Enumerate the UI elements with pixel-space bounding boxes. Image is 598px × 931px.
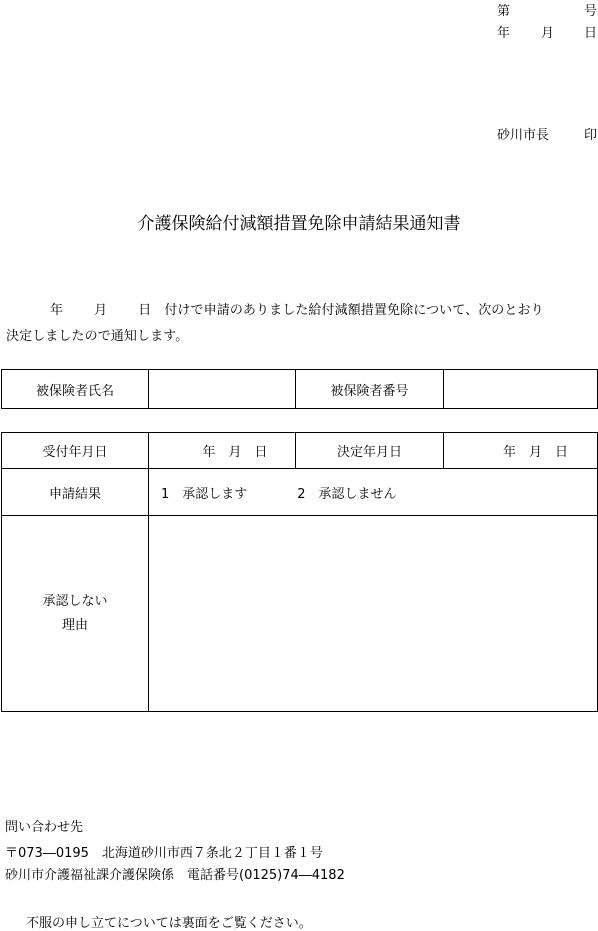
body-text-line1: 付けで申請のありました給付減額措置免除について、次のとおり (164, 303, 544, 318)
issuer (497, 124, 598, 143)
page-title: 介護保険給付減額措置免除申請結果通知書 (137, 214, 461, 234)
insured-info-table (1, 369, 598, 409)
notice-body (6, 298, 596, 350)
received-date-field[interactable]: 年 月 日 (149, 433, 296, 469)
result-option-approve[interactable]: 1 承認します (161, 486, 248, 502)
contact-info (5, 817, 595, 887)
contact-address: 〒073―0195 北海道砂川市西７条北２丁目１番１号 (5, 846, 323, 861)
insured-number-field[interactable] (444, 370, 598, 409)
doc-no-suffix: 号 (584, 4, 598, 19)
reason-label-line1: 承認しない (42, 593, 108, 609)
body-date-day: 日 (138, 303, 152, 318)
reason-label (2, 516, 149, 712)
reason-field[interactable] (149, 516, 598, 712)
decision-table (1, 432, 598, 712)
result-options (149, 469, 598, 516)
result-label: 申請結果 (2, 469, 149, 516)
reason-label-line2: 理由 (61, 617, 88, 633)
issue-date-month: 月 (541, 26, 555, 41)
contact-department: 砂川市介護福祉課介護保険係 電話番号(0125)74―4182 (5, 868, 345, 883)
insured-name-label: 被保険者氏名 (2, 370, 149, 409)
issue-date-year: 年 (497, 26, 511, 41)
body-date-month: 月 (94, 303, 108, 318)
doc-no-prefix: 第 (497, 4, 511, 19)
seal-mark: 印 (584, 128, 598, 143)
issue-date-day: 日 (584, 26, 598, 41)
received-date-label: 受付年月日 (2, 433, 149, 469)
contact-heading: 問い合わせ先 (5, 820, 84, 835)
insured-name-field[interactable] (149, 370, 296, 409)
decision-date-field[interactable]: 年 月 日 (444, 433, 598, 469)
decision-date-label: 決定年月日 (296, 433, 444, 469)
result-option-reject[interactable]: 2 承認しません (297, 486, 397, 502)
body-text-line2: 決定しましたので通知します。 (6, 329, 189, 344)
insured-number-label: 被保険者番号 (296, 370, 444, 409)
issuer-name: 砂川市長 (497, 128, 550, 143)
body-date-year: 年 (50, 303, 64, 318)
appeal-note: 不服の申し立てについては裏面をご覧ください。 (26, 916, 312, 931)
